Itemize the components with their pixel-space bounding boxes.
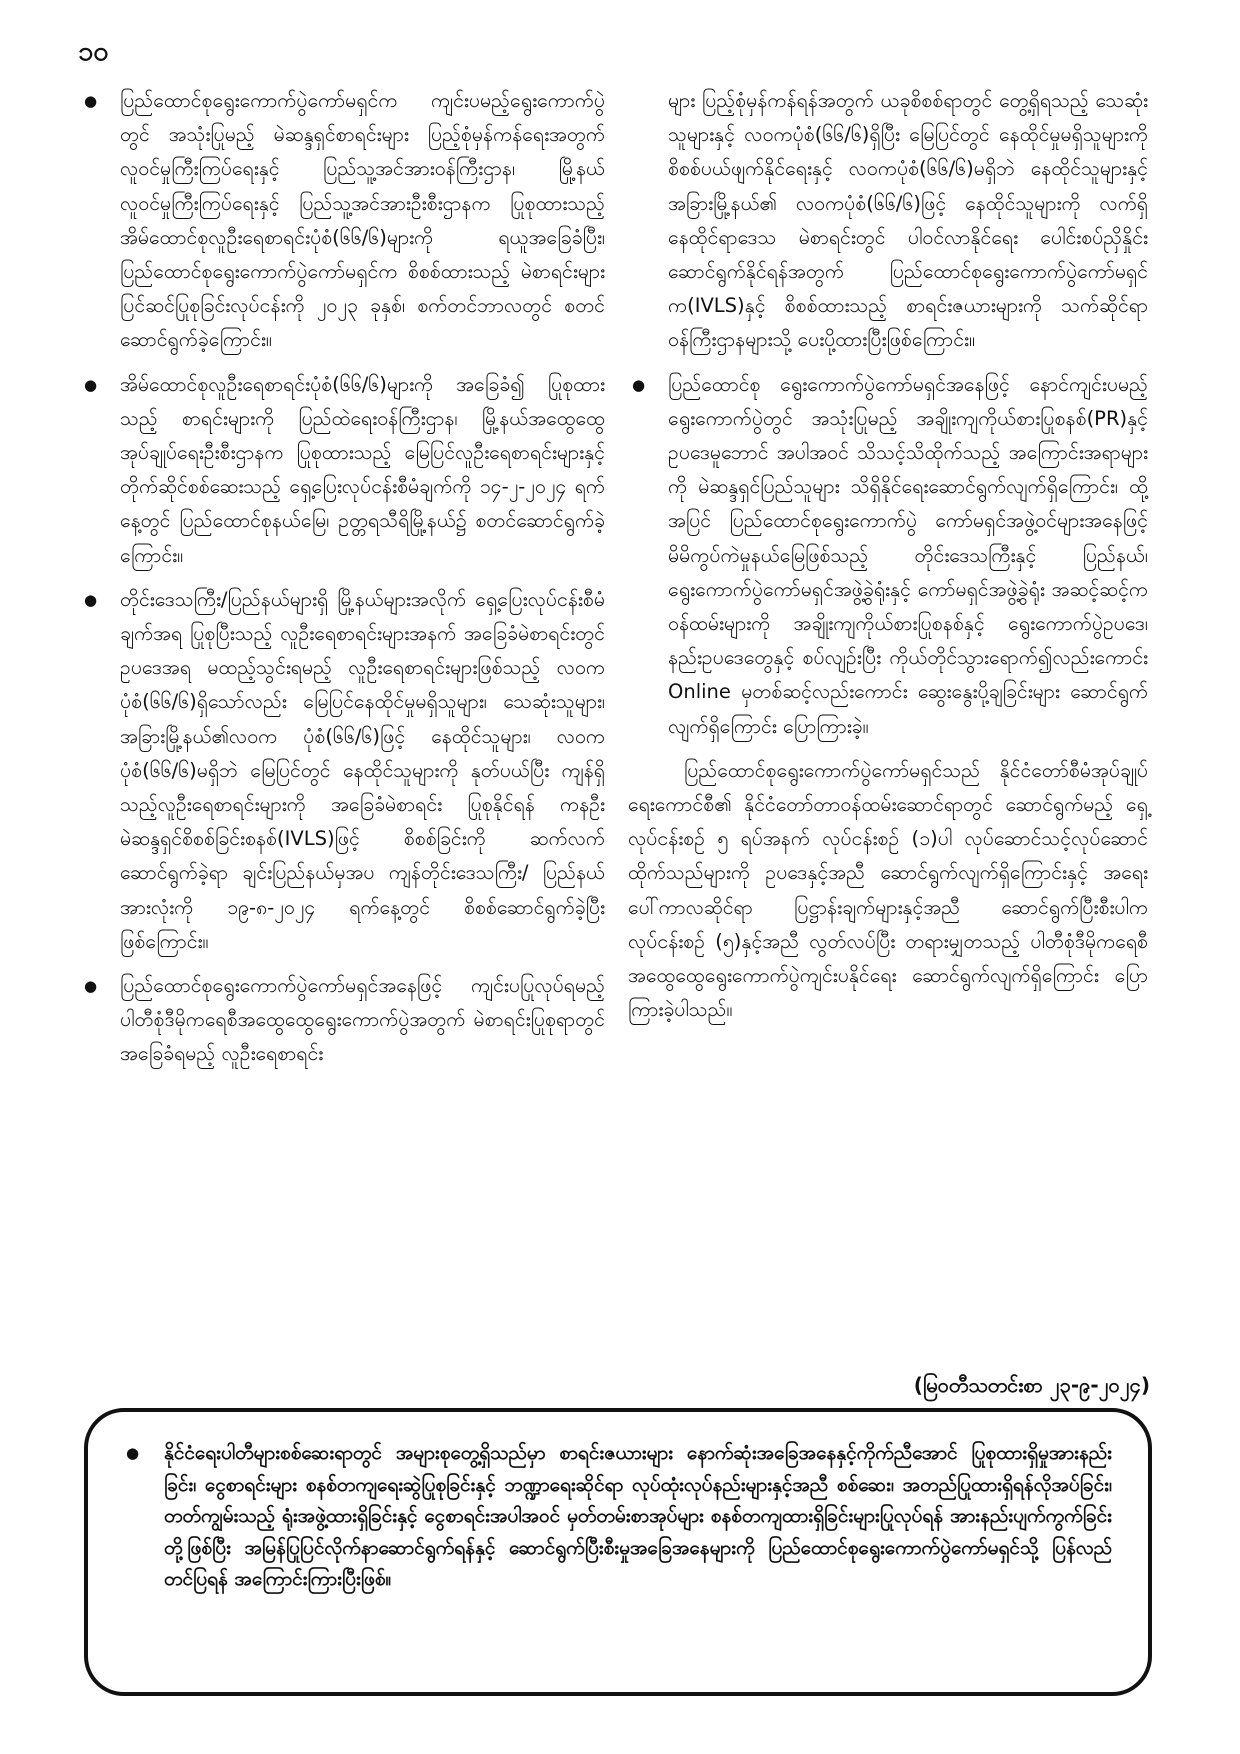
bullet-item: ● ပြည်ထောင်စု ရွေးကောက်ပွဲကော်မရှင်အနေဖြင့် နောင်ကျင်းပမည့် ရွေးကောက်ပွဲတွင် အသုံးပြုမည့် အချိုးကျကိုယ်စားပြုစနစ်(PR)နှင့် ဥပဒေမူဘောင် အပါအဝင် သိသင့်သိထိုက်သည့် အကြောင်းအရာများကို မဲဆန္ဒရှင်ပြည်သူများ သိရှိနိုင်ရေးဆောင်ရွက်လျက်ရှိကြောင်း၊ ထို့အပြင် ပြည်ထောင်စုရွေးကောက်ပွဲ ကော်မရှင်အဖွဲ့ဝင်များအနေဖြင့် မိမိကွပ်ကဲမှုနယ်မြေဖြစ်သည့် တိုင်းဒေသကြီးနှင့် ပြည်နယ်၊ ရွေးကောက်ပွဲကော်မရှင်အဖွဲ့ခွဲရုံးနှင့် ကော်မရှင်အဖွဲ့ခွဲရုံး အဆင့်ဆင့်က ဝန်ထမ်းများကို အချိုးကျကိုယ်စားပြုစနစ်နှင့် ရွေးကောက်ပွဲဥပဒေ၊ နည်းဥပဒေတွေနှင့် စပ်လျဉ်းပြီး ကိုယ်တိုင်သွားရောက်၍လည်းကောင်း Online မှတစ်ဆင့်လည်းကောင်း ဆွေးနွေးပို့ချခြင်းများ ဆောင်ရွက်လျက်ရှိကြောင်း ပြောကြားခဲ့။ (628, 368, 1148, 744)
bullet-item: ● ပြည်ထောင်စုရွေးကောက်ပွဲကော်မရှင်က ကျင်းပမည့်ရွေးကောက်ပွဲတွင် အသုံးပြုမည့် မဲဆန္ဒရှင်စာရင်းများ ပြည့်စုံမှန်ကန်ရေးအတွက် လူဝင်မှုကြီးကြပ်ရေးနှင့် ပြည်သူ့အင်အားဝန်ကြီးဌာန၊ မြို့နယ်လူဝင်မှုကြီးကြပ်ရေးနှင့် ပြည်သူ့အင်အားဦးစီးဌာနက ပြုစုထားသည့် အိမ်ထောင်စုလူဦးရေစာရင်းပုံစံ(၆၆/၆)များကို ရယူအခြေခံပြီး၊ ပြည်ထောင်စုရွေးကောက်ပွဲကော်မရှင်က စိစစ်ထားသည့် မဲစာရင်းများ ပြင်ဆင်ပြုစုခြင်းလုပ်ငန်းကို ၂၀၂၃ ခုနှစ်၊ စက်တင်ဘာလတွင် စတင်ဆောင်ရွက်ခဲ့ကြောင်း။ (80, 84, 605, 358)
source-citation: (မြဝတီသတင်းစာ ၂၃-၉-၂၀၂၄) (913, 1373, 1150, 1397)
highlight-box (84, 1408, 1152, 1696)
left-column (80, 84, 605, 1082)
bullet-item: ● တိုင်းဒေသကြီး/ပြည်နယ်များရှိ မြို့နယ်များအလိုက် ရှေ့ပြေးလုပ်ငန်းစီမံချက်အရ ပြုစုပြီးသည့် လူဦးရေစာရင်းများအနက် အခြေခံမဲစာရင်းတွင် ဥပဒေအရ မထည့်သွင်းရမည့် လူဦးရေစာရင်းများဖြစ်သည့် လ၀ကပုံစံ(၆၆/၆)ရှိသော်လည်း မြေပြင်နေထိုင်မှုမရှိသူများ၊ သေဆုံးသူများ၊ အခြားမြို့နယ်၏လ၀က ပုံစံ(၆၆/၆)ဖြင့် နေထိုင်သူများ၊ လ၀ကပုံစံ(၆၆/၆)မရှိဘဲ မြေပြင်တွင် နေထိုင်သူများကို နုတ်ပယ်ပြီး ကျန်ရှိသည့်လူဦးရေစာရင်းများကို အခြေခံမဲစာရင်း ပြုစုနိုင်ရန် ကနဦးမဲဆန္ဒရှင်စိစစ်ခြင်းစနစ်(IVLS)ဖြင့် စိစစ်ခြင်းကို ဆက်လက်ဆောင်ရွက်ခဲ့ရာ ချင်းပြည်နယ်မှအပ ကျန်တိုင်းဒေသကြီး/ ပြည်နယ်အားလုံးကို ၁၉-၈-၂၀၂၄ ရက်နေ့တွင် စိစစ်ဆောင်ရွက်ခဲ့ပြီးဖြစ်ကြောင်း။ (80, 583, 605, 959)
bullet-item: ● အိမ်ထောင်စုလူဦးရေစာရင်းပုံစံ(၆၆/၆)များကို အခြေခံ၍ ပြုစုထားသည့် စာရင်းများကို ပြည်ထဲရေးဝန်ကြီးဌာန၊ မြို့နယ်အထွေထွေအုပ်ချုပ်ရေးဦးစီးဌာနက ပြုစုထားသည့် မြေပြင်လူဦးရေစာရင်းများနှင့် တိုက်ဆိုင်စစ်ဆေးသည့် ရှေ့ပြေးလုပ်ငန်းစီမံချက်ကို ၁၄-၂-၂၀၂၄ ရက်နေ့တွင် ပြည်ထောင်စုနယ်မြေ၊ ဥတ္တရသီရိမြို့နယ်၌ စတင်ဆောင်ရွက်ခဲ့ကြောင်း။ (80, 368, 605, 573)
page-number: ၁၀ (78, 36, 109, 67)
bullet-item: ● ပြည်ထောင်စုရွေးကောက်ပွဲကော်မရှင်အနေဖြင့် ကျင်းပပြုလုပ်ရမည့် ပါတီစုံဒီမိုကရေစီအထွေထွေရွေးကောက်ပွဲအတွက် မဲစာရင်းပြုစုရာတွင် အခြေခံရမည့် လူဦးရေစာရင်း (80, 969, 605, 1072)
body-paragraph: ပြည်ထောင်စုရွေးကောက်ပွဲကော်မရှင်သည် နိုင်ငံတော်စီမံအုပ်ချုပ်ရေးကောင်စီ၏ နိုင်ငံတော်တာဝန်ထမ်းဆောင်ရာတွင် ဆောင်ရွက်မည့် ရှေ့လုပ်ငန်းစဉ် ၅ ရပ်အနက် လုပ်ငန်းစဉ် (၁)ပါ လုပ်ဆောင်သင့်လုပ်ဆောင်ထိုက်သည်များကို ဥပဒေနှင့်အညီ ဆောင်ရွက်လျက်ရှိကြောင်းနှင့် အရေးပေါ်ကာလဆိုင်ရာ ပြဋ္ဌာန်းချက်များနှင့်အညီ ဆောင်ရွက်ပြီးစီးပါက လုပ်ငန်းစဉ် (၅)နှင့်အညီ လွတ်လပ်ပြီး တရားမျှတသည့် ပါတီစုံဒီမိုကရေစီအထွေထွေရွေးကောက်ပွဲကျင်းပနိုင်ရေး ဆောင်ရွက်လျက်ရှိကြောင်း ပြောကြားခဲ့ပါသည်။ (628, 758, 1148, 1022)
right-column (628, 84, 1148, 1027)
highlight-bullet: ● နိုင်ငံရေးပါတီများစစ်ဆေးရာတွင် အများစုတွေ့ရှိသည်မှာ စာရင်းဇယားများ နောက်ဆုံးအခြေအနေနှင့်ကိုက်ညီအောင် ပြုစုထားရှိမှုအားနည်းခြင်း၊ ငွေစာရင်းများ စနစ်တကျရေးဆွဲပြုစုခြင်းနှင့် ဘဏ္ဍာရေးဆိုင်ရာ လုပ်ထုံးလုပ်နည်းများနှင့်အညီ စစ်ဆေး၊ အတည်ပြုထားရှိရန်လိုအပ်ခြင်း၊ တတ်ကျွမ်းသည့် ရုံးအဖွဲ့ထားရှိခြင်းနှင့် ငွေစာရင်းအပါအဝင် မှတ်တမ်းစာအုပ်များ စနစ်တကျထားရှိခြင်းများပြုလုပ်ရန် အားနည်းပျက်ကွက်ခြင်းတို့ဖြစ်ပြီး အမြန်ပြုပြင်လိုက်နာဆောင်ရွက်ရန်နှင့် ဆောင်ရွက်ပြီးစီးမှုအခြေအနေများကို ပြည်ထောင်စုရွေးကောက်ပွဲကော်မရှင်သို့ ပြန်လည်တင်ပြရန် အကြောင်းကြားပြီးဖြစ်။ (124, 1438, 1112, 1596)
bullet-continuation: များ ပြည့်စုံမှန်ကန်ရန်အတွက် ယခုစိစစ်ရာတွင် တွေ့ရှိရသည့် သေဆုံးသူများနှင့် လ၀ကပုံစံ(၆၆/၆)ရှိပြီး မြေပြင်တွင် နေထိုင်မှုမရှိသူများကို စိစစ်ပယ်ဖျက်နိုင်ရေးနှင့် လ၀ကပုံစံ(၆၆/၆)မရှိဘဲ နေထိုင်သူများနှင့် အခြားမြို့နယ်၏ လ၀ကပုံစံ(၆၆/၆)ဖြင့် နေထိုင်သူများကို လက်ရှိနေထိုင်ရာဒေသ မဲစာရင်းတွင် ပါဝင်လာနိုင်ရေး ပေါင်းစပ်ညှိနှိုင်းဆောင်ရွက်နိုင်ရန်အတွက် ပြည်ထောင်စုရွေးကောက်ပွဲကော်မရှင်က(IVLS)နှင့် စိစစ်ထားသည့် စာရင်းဇယားများကို သက်ဆိုင်ရာဝန်ကြီးဌာနများသို့ ပေးပို့ထားပြီးဖြစ်ကြောင်း။ (668, 89, 1148, 352)
